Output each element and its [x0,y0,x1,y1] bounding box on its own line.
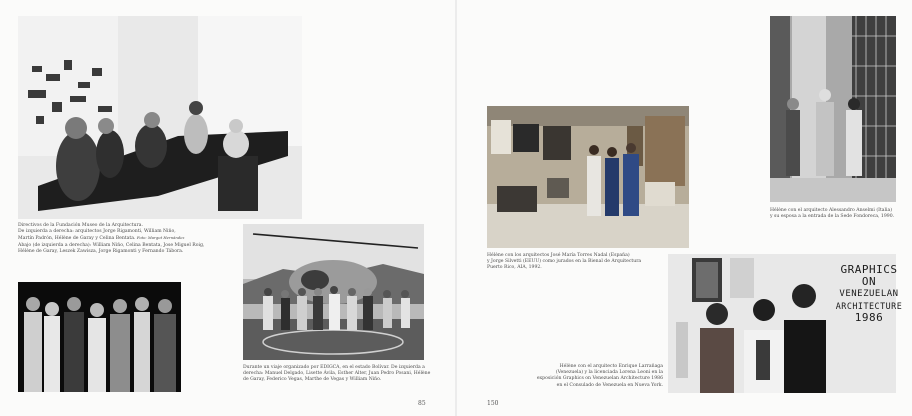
exhibition-sign [829,264,909,324]
sign-line: 1986 [854,311,884,324]
sign-line: ARCHITECTURE [835,301,903,311]
photo-board-meeting [18,16,302,219]
caption-jury-exhibition: Hélène con los arquitectos José María Torres Nadal (España) y Jorge Silvetti (EEUU) como jurados en la Bienal de Arquitectura Puerto Rico, AIA, 1992. [487,253,642,271]
caption-helicopter: Durante un viaje organizado por EDIGCA, en el estado Bolívar. De izquierda a derecha: Manuel Delgado, Lisette Ávila, Esther Alter, Juan Pedro Posani, Hélène de Garay, Federico Vegas, Marthe de Vegas y William Niño. [243,365,431,383]
sign-line: VENEZUELAN [839,289,899,299]
caption-board-meeting: Directivos de la Fundación Museo de la Arquitectura. De izquierda a derecha: arquitectos Jorge Rigamonti, William Niño, Martín Padrón, Hélène de Garay y Celina Bentata. Foto: Margot Hernández Abajo (de izquierda a derecha): William Niño, Celina Bentata, Jose Miguel Roig, Hélène de Garay, Leszek Zawisza, Jorge Rigamonti y Fernando Tábora. [18,223,205,254]
page-number-right: 150 [487,400,499,407]
caption-graphics-exhibition: Hélène con el arquitecto Enrique Larrañaga (Venezuela) y la licenciada Lorena Leoni en la exposición Graphics on Venezuelan Architecture 1986 en el Consulado de Venezuela en Nueva York. [536,364,663,388]
left-page [0,0,455,416]
caption-building-entrance: Hélène con el arquitecto Alessandro Anselmi (Italia) y su esposa a la entrada de la Sede Fondoreca, 1990. [770,208,895,220]
right-page [457,0,912,416]
photo-group-night [18,282,181,392]
photo-helicopter [243,224,424,360]
photo-jury-exhibition [487,106,689,248]
sign-line: ON [861,275,877,288]
sign-line: GRAPHICS [840,263,898,276]
page-number-left: 85 [418,400,426,407]
photo-building-entrance [770,16,896,202]
